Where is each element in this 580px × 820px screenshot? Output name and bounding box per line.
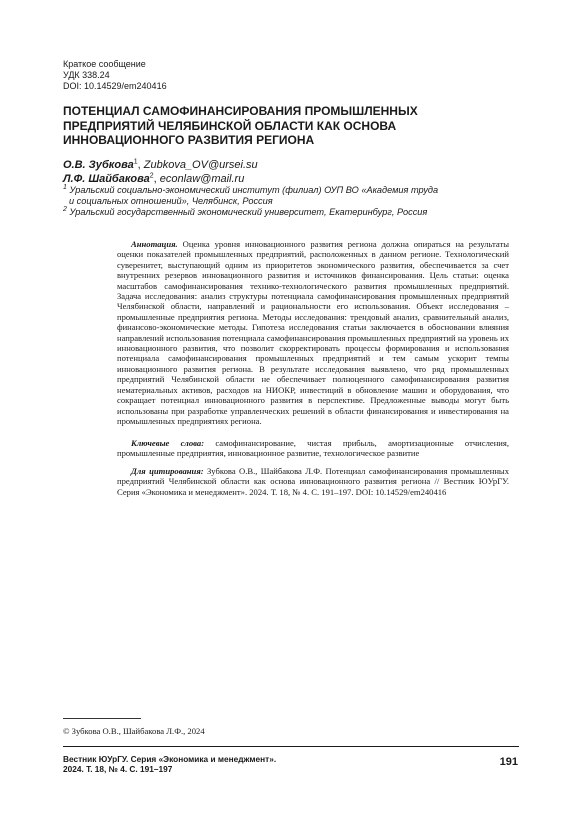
footnote-divider (63, 718, 141, 719)
keywords-text: самофинансирование, чистая прибыль, амортизационные отчисления, промышленные предприятия, инновационное развитие, технологическое развитие (117, 438, 509, 459)
affiliation-1-line-2 (63, 196, 438, 207)
doi: DOI: 10.14529/em240416 (63, 81, 167, 91)
affiliation-2 (63, 207, 438, 218)
abstract-text: Оценка уровня инновационного развития региона должна опираться на результаты оценки показателей промышленных предприятий, расположенных в данном регионе. Технологический суверенитет, выступающий одним из приоритетов экономического развития, обеспечивается за счет внутренних резервов инновационного развития и источников финансирования. Цель статьи: оценка масштабов самофинансирования технико-технологического развития промышленных предприятий. Задача исследования: анализ структуры потенциала самофинансирования промышленных предприятий Челябинской области, направлений и рациональности его использования. Объект исследования – промышленные предприятия региона. Методы исследования: трендовый анализ, сравнительный анализ, финансово-экономические методы. Гипотеза исследования статьи заключается в обосновании влияния направлений использования потенциала самофинансирования промышленных предприятий на уровень их инновационного развития, что позволит скорректировать процессы формирования и использования потенциала самофинансирования промышленных предприятий и тем самым ускорит темпы инновационного развития региона. В результате исследования выявлено, что ряд промышленных предприятий Челябинской области не обеспечивает полноценного самофинансирования развития нематериальных активов, расходов на НИОКР, инвестиций в обновление машин и оборудования, что сокращает потенциал инновационного развития в перспективе. Предложенные выводы могут быть использованы при разработке управленческих решений в области финансирования и инвестирования на промышленных предприятиях региона. (117, 239, 509, 426)
title-line-1: ПОТЕНЦИАЛ САМОФИНАНСИРОВАНИЯ ПРОМЫШЛЕННЫХ (63, 104, 418, 118)
footer-journal-line-1: Вестник ЮУрГУ. Серия «Экономика и менеджмент». (63, 754, 277, 764)
author-email: econlaw@mail.ru (159, 173, 245, 185)
footer-journal (63, 754, 276, 774)
footer-journal-line-2: 2024. Т. 18, № 4. С. 191–197 (63, 764, 173, 774)
author-name: Л.Ф. Шайбакова (63, 173, 150, 185)
affiliation-1-line-1 (63, 185, 438, 196)
copyright-notice: © Зубкова О.В., Шайбакова Л.Ф., 2024 (63, 726, 205, 736)
affiliation-text: Уральский социально-экономический институт (филиал) ОУП ВО «Академия труда (69, 185, 439, 195)
author-name: О.В. Зубкова (63, 159, 134, 171)
author-2: Л.Ф. Шайбакова$^2$, econlaw@mail.ru (63, 172, 245, 185)
authors (63, 158, 258, 186)
keywords-label: Ключевые слова: (131, 438, 205, 448)
affiliations (63, 185, 438, 218)
author-affiliation-mark: 2 (149, 172, 154, 180)
article-meta (63, 59, 167, 92)
author-affiliation-mark: 1 (133, 158, 138, 166)
citation-text: Зубкова О.В., Шайбакова Л.Ф. Потенциал самофинансирования промышленных предприятий Челябинской области как основа инновационного развития региона // Вестник ЮУрГУ. Серия «Экономика и менеджмент». 2024. Т. 18, № 4. С. 191–197. DOI: 10.14529/em240416 (117, 466, 509, 497)
abstract-label: Аннотация. (131, 239, 178, 249)
footer-divider (63, 746, 519, 747)
page-number: 191 (499, 756, 518, 768)
author-email: Zubkova_OV@ursei.su (143, 159, 258, 171)
keywords (117, 438, 509, 459)
title-line-3: ИННОВАЦИОННОГО РАЗВИТИЯ РЕГИОНА (63, 133, 315, 147)
author-1: О.В. Зубкова$^1$, Zubkova_OV@ursei.su (63, 158, 258, 171)
citation (117, 466, 509, 497)
citation-label: Для цитирования: (131, 466, 204, 476)
affiliation-text: Уральский государственный экономический университет, Екатеринбург, Россия (69, 207, 428, 217)
affiliation-mark: 1 (63, 183, 67, 191)
title-line-2: ПРЕДПРИЯТИЙ ЧЕЛЯБИНСКОЙ ОБЛАСТИ КАК ОСНОВА (63, 118, 397, 133)
affiliation-text: и социальных отношений», Челябинск, Россия (69, 196, 273, 206)
affiliation-mark: 2 (63, 205, 67, 213)
udc-code: УДК 338.24 (63, 70, 110, 80)
article-type: Краткое сообщение (63, 59, 146, 69)
article-title (63, 104, 523, 148)
abstract (117, 239, 509, 426)
